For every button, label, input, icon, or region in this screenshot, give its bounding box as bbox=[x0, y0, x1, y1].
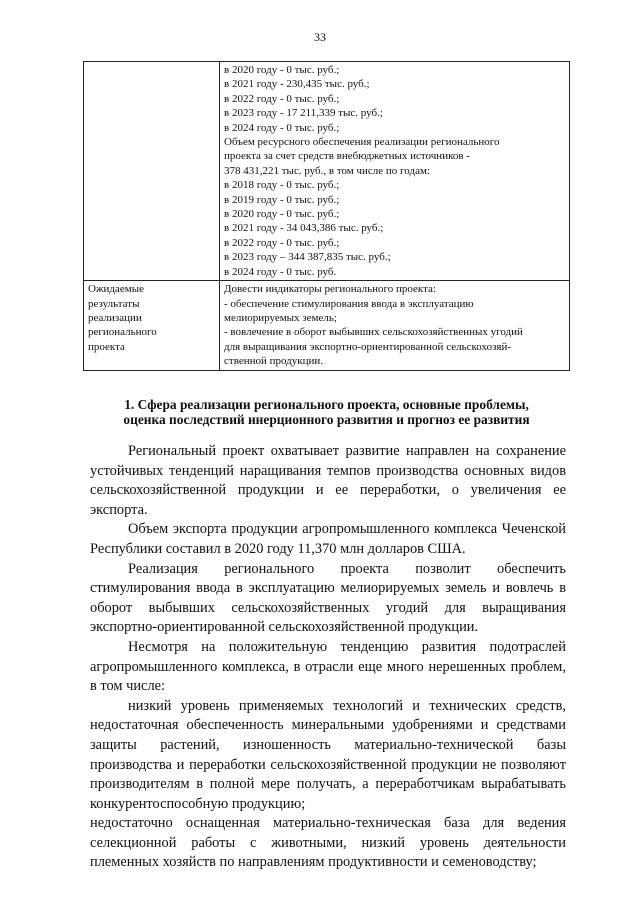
funding-line: в 2021 году - 34 043,386 тыс. руб.; bbox=[224, 222, 384, 235]
paragraph: Реализация регионального проекта позволит обеспечить стимулирования ввода в эксплуатацию мелиорируемых земель и вовлечь в оборот выбывших сельскохозяйственных угодий для выращивания экспортно-ориентированной сельскохозяйственной продукции. bbox=[90, 560, 566, 636]
paragraph: недостаточно оснащенная материально-техническая база для ведения селекционной работы с животными, низкий уровень деятельности племенных хозяйств по направлениям продуктивности и семеноводству; bbox=[90, 815, 566, 871]
funding-line: в 2021 году - 230,435 тыс. руб.; bbox=[224, 78, 370, 91]
section-heading-line: оценка последствий инерционного развития и прогноз ее развития bbox=[123, 412, 530, 427]
funding-line: в 2023 году - 17 211,339 тыс. руб.; bbox=[224, 107, 383, 120]
label-line: Ожидаемые bbox=[88, 283, 145, 296]
result-line: Довести индикаторы регионального проекта: bbox=[224, 283, 436, 296]
paragraph: низкий уровень применяемых технологий и технических средств, недостаточная обеспеченность минеральными удобрениями и средствами защиты растений, изношенность материально-технической базы производства и переработки сельскохозяйственной продукции не позволяют производителям в полной мере получать, а переработчикам вырабатывать конкурентоспособную продукцию; bbox=[90, 697, 566, 812]
section-heading bbox=[83, 397, 570, 427]
resource-table bbox=[83, 61, 570, 371]
table-cell-label bbox=[84, 62, 220, 281]
result-line: для выращивания экспортно-ориентированной сельскохозяй- bbox=[224, 340, 512, 353]
funding-line: проекта за счет средств внебюджетных источников - bbox=[224, 150, 470, 163]
funding-line: 378 431,221 тыс. руб., в том числе по годам: bbox=[224, 164, 430, 177]
result-line: - вовлечение в оборот выбывших сельскохозяйственных угодий bbox=[224, 326, 523, 339]
section-heading-line: 1. Сфера реализации регионального проекта, основные проблемы, bbox=[124, 397, 529, 412]
label-line: реализации bbox=[88, 311, 142, 324]
funding-line: в 2023 году – 344 387,835 тыс. руб.; bbox=[224, 251, 391, 264]
funding-line: в 2022 году - 0 тыс. руб.; bbox=[224, 92, 340, 105]
body-text bbox=[90, 442, 566, 873]
label-line: результаты bbox=[88, 297, 140, 310]
funding-line: Объем ресурсного обеспечения реализации регионального bbox=[224, 136, 500, 149]
result-line: мелиорируемых земель; bbox=[224, 311, 337, 324]
funding-line: в 2020 году - 0 тыс. руб.; bbox=[224, 208, 340, 221]
funding-line: в 2024 году - 0 тыс. руб. bbox=[224, 265, 337, 278]
result-line: - обеспечение стимулирования ввода в эксплуатацию bbox=[224, 297, 474, 310]
table-row bbox=[84, 62, 570, 281]
page-number: 33 bbox=[314, 30, 326, 44]
funding-line: в 2022 году - 0 тыс. руб.; bbox=[224, 236, 340, 249]
table-cell-expected-results bbox=[220, 281, 570, 370]
table-cell-expected-results-label bbox=[84, 281, 220, 370]
paragraph: Региональный проект охватывает развитие направлен на сохранение устойчивых тенденций наращивания темпов производства основных видов сельскохозяйственной продукции и ее переработки, о увеличения ее экспорта. bbox=[90, 443, 566, 518]
result-line: ственной продукции. bbox=[224, 355, 324, 368]
table-cell-funding bbox=[220, 62, 570, 281]
funding-line: в 2019 году - 0 тыс. руб.; bbox=[224, 193, 340, 206]
label-line: проекта bbox=[88, 340, 125, 353]
paragraph: Несмотря на положительную тенденцию развития подотраслей агропромышленного комплекса, в отрасли еще много нерешенных проблем, в том числе: bbox=[90, 638, 566, 695]
label-line: регионального bbox=[88, 326, 157, 339]
paragraph: Объем экспорта продукции агропромышленного комплекса Чеченской Республики составил в 2020 году 11,370 млн долларов США. bbox=[90, 521, 566, 557]
funding-line: в 2024 году - 0 тыс. руб.; bbox=[224, 121, 340, 134]
table-row bbox=[84, 281, 570, 370]
funding-line: в 2018 году - 0 тыс. руб.; bbox=[224, 179, 340, 192]
funding-line: в 2020 году - 0 тыс. руб.; bbox=[224, 64, 340, 76]
